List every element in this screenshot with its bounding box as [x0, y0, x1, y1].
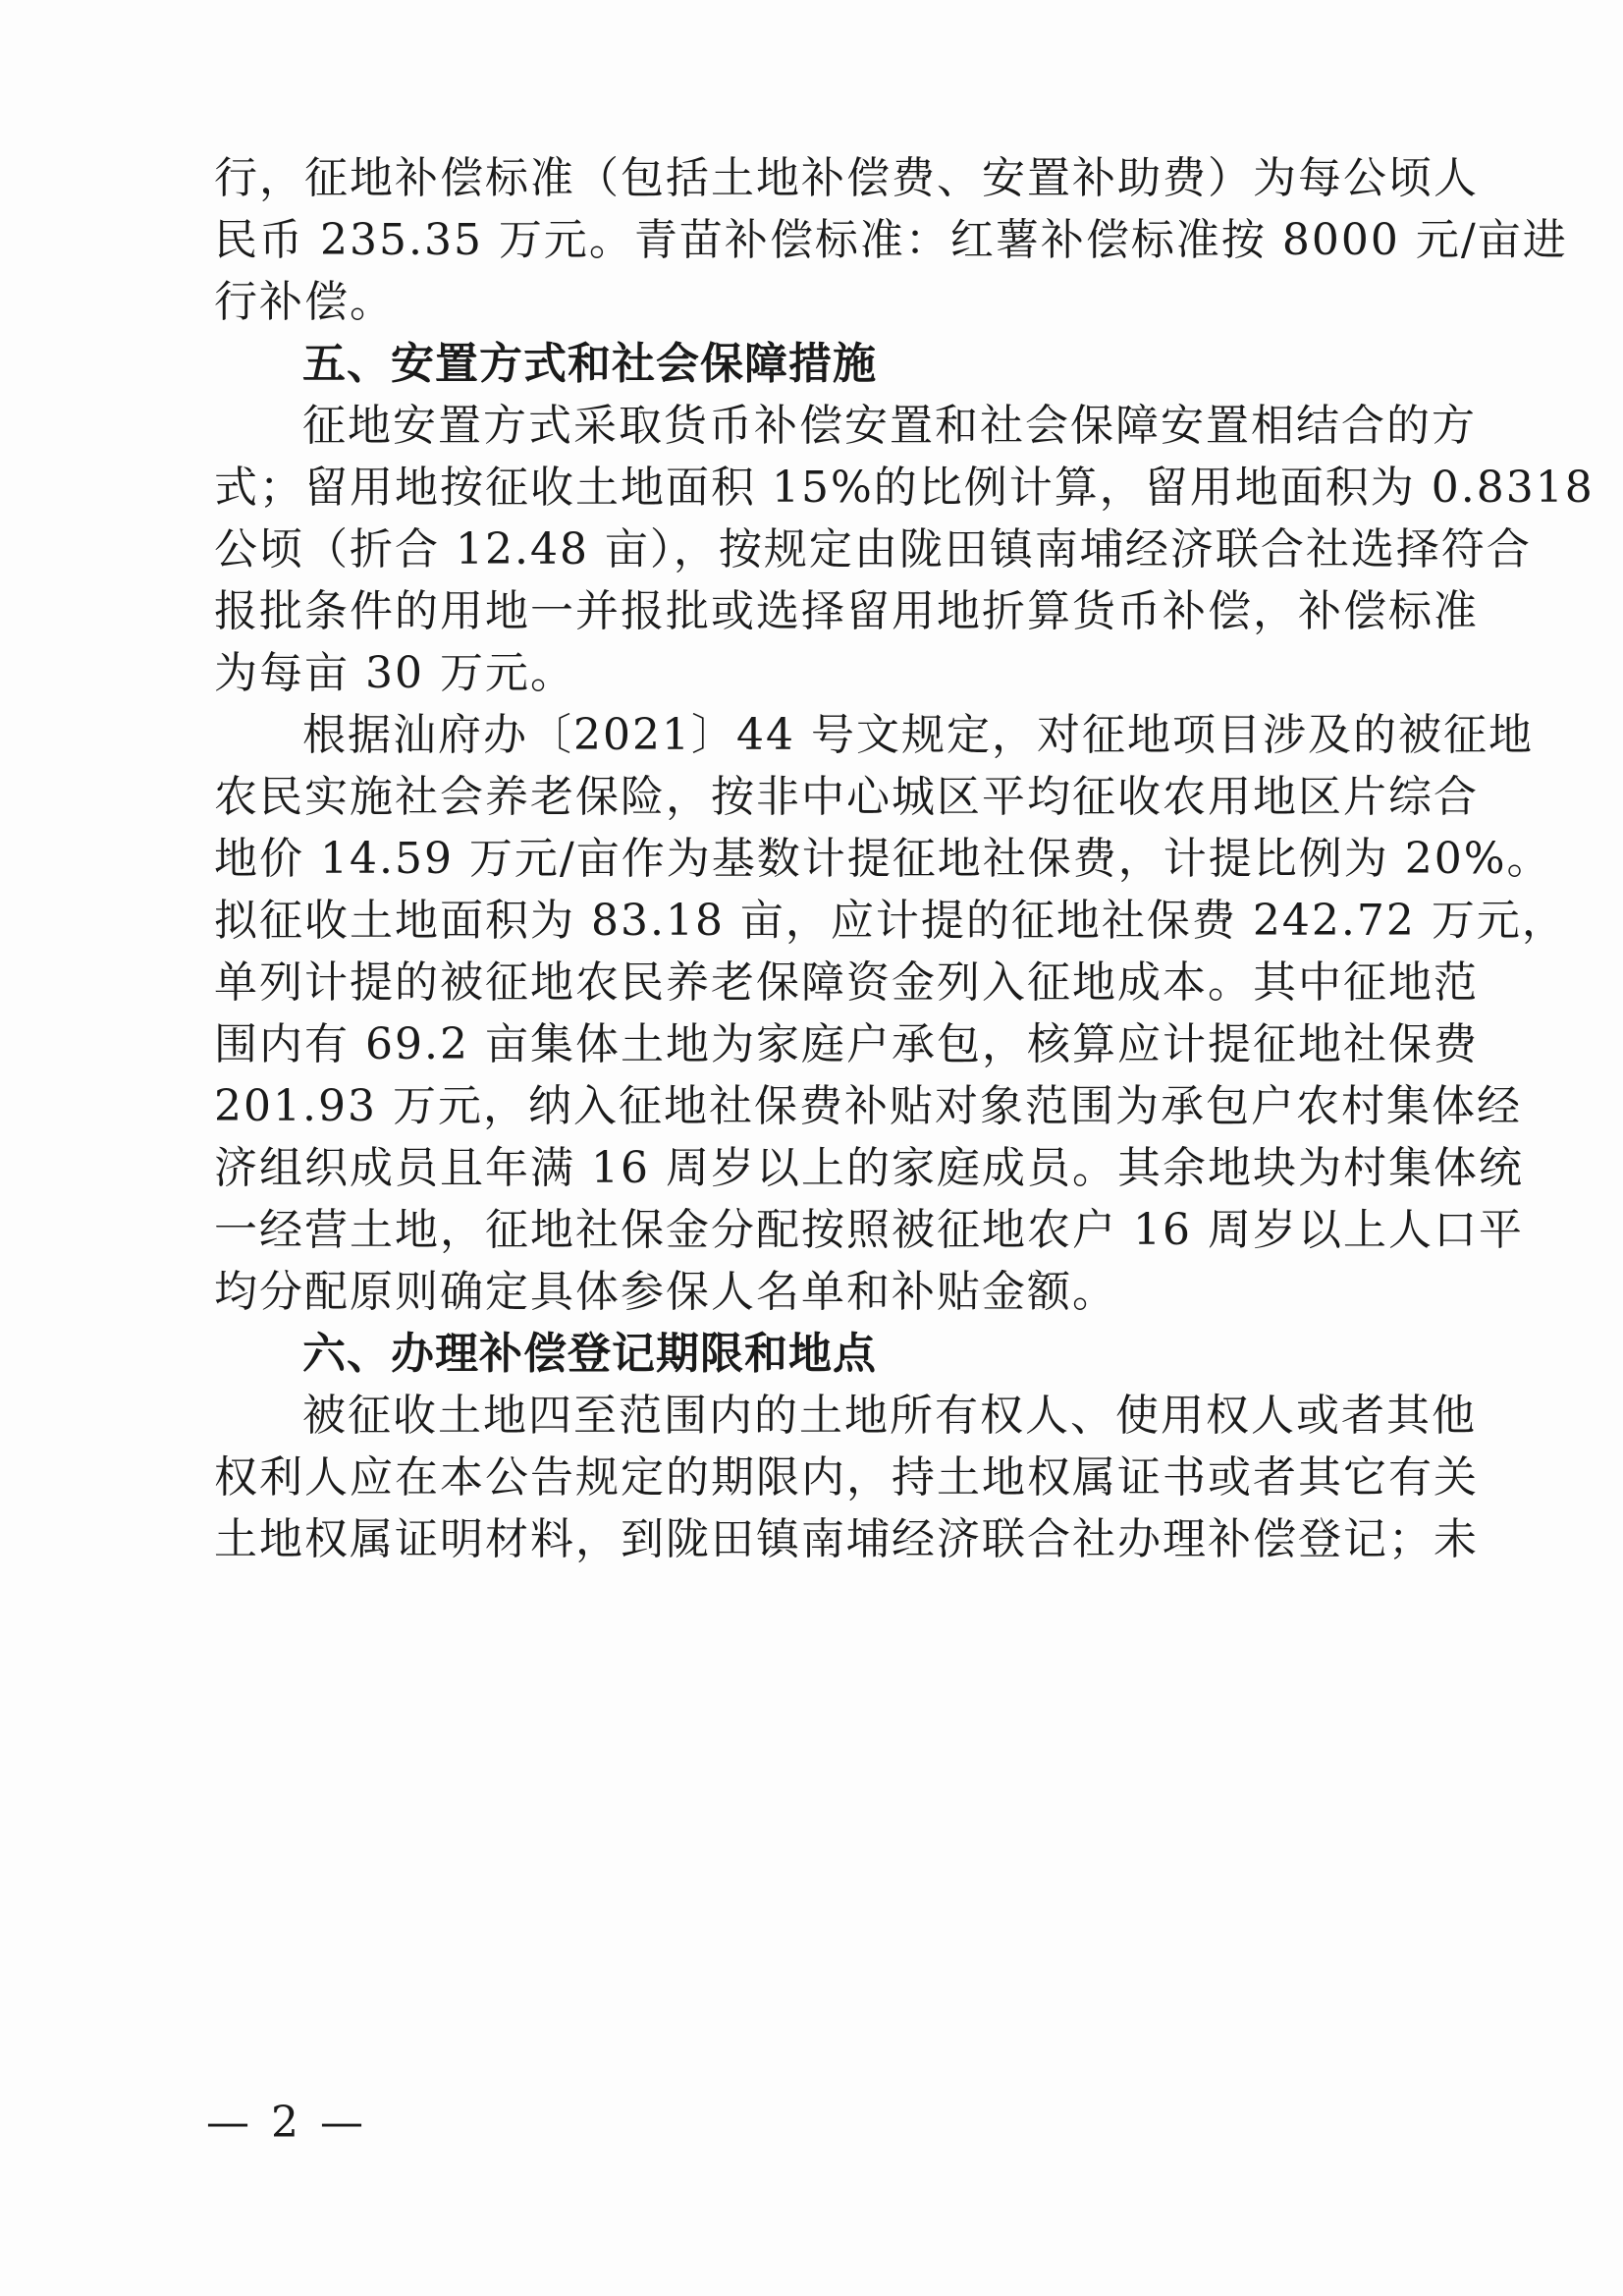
paragraph-line: 根据汕府办〔2021〕44 号文规定，对征地项目涉及的被征地: [302, 710, 1534, 760]
paragraph-line: 一经营土地，征地社保金分配按照被征地农户 16 周岁以上人口平: [214, 1205, 1524, 1255]
page-number: — 2 —: [206, 2098, 367, 2148]
paragraph-line: 农民实施社会养老保险，按非中心城区平均征收农用地区片综合: [214, 772, 1479, 822]
paragraph-line: 土地权属证明材料，到陇田镇南埔经济联合社办理补偿登记；未: [214, 1514, 1479, 1564]
paragraph-line: 被征收土地四至范围内的土地所有权人、使用权人或者其他: [302, 1391, 1477, 1441]
section-heading-6: 六、办理补偿登记期限和地点: [302, 1329, 877, 1379]
paragraph-line: 济组织成员且年满 16 周岁以上的家庭成员。其余地块为村集体统: [214, 1143, 1524, 1193]
paragraph-line: 围内有 69.2 亩集体土地为家庭户承包，核算应计提征地社保费: [214, 1019, 1479, 1069]
paragraph-line: 权利人应在本公告规定的期限内，持土地权属证书或者其它有关: [214, 1452, 1479, 1503]
paragraph-line: 201.93 万元，纳入征地社保费补贴对象范围为承包户农村集体经: [214, 1081, 1522, 1131]
paragraph-line: 行补偿。: [214, 277, 395, 327]
paragraph-line: 单列计提的被征地农民养老保障资金列入征地成本。其中征地范: [214, 957, 1479, 1008]
paragraph-line: 为每亩 30 万元。: [214, 648, 575, 698]
paragraph-line: 式；留用地按征收土地面积 15%的比例计算，留用地面积为 0.8318: [214, 463, 1595, 513]
paragraph-line: 地价 14.59 万元/亩作为基数计提征地社保费，计提比例为 20%。: [214, 834, 1552, 884]
paragraph-line: 征地安置方式采取货币补偿安置和社会保障安置相结合的方: [302, 401, 1477, 451]
paragraph-line: 报批条件的用地一并报批或选择留用地折算货币补偿，补偿标准: [214, 586, 1479, 636]
paragraph-line: 民币 235.35 万元。青苗补偿标准：红薯补偿标准按 8000 元/亩进: [214, 215, 1568, 265]
paragraph-line: 均分配原则确定具体参保人名单和补贴金额。: [214, 1267, 1117, 1317]
paragraph-line: 公顷（折合 12.48 亩），按规定由陇田镇南埔经济联合社选择符合: [214, 524, 1532, 574]
section-heading-5: 五、安置方式和社会保障措施: [302, 339, 877, 389]
paragraph-line: 拟征收土地面积为 83.18 亩，应计提的征地社保费 242.72 万元，: [214, 896, 1567, 946]
paragraph-line: 行，征地补偿标准（包括土地补偿费、安置补助费）为每公顷人: [214, 153, 1479, 203]
